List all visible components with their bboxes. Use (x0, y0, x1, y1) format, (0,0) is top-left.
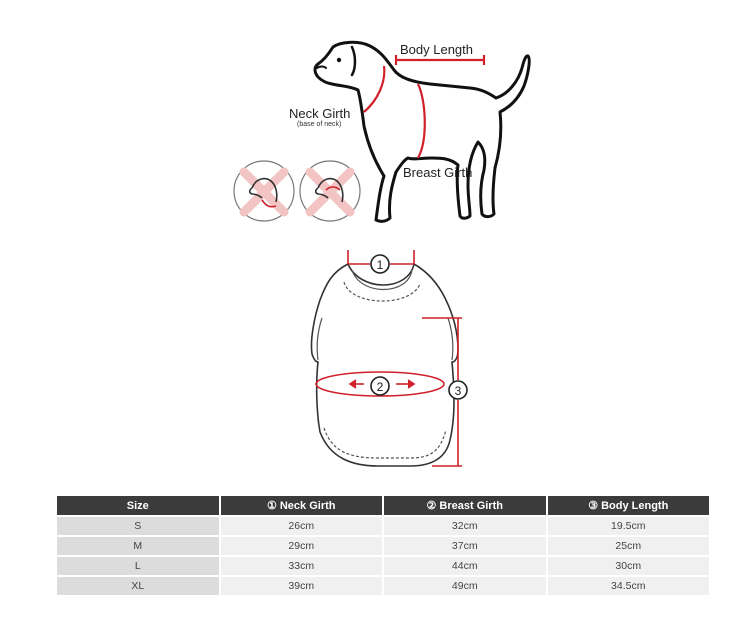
garment-measure-lines (316, 250, 462, 466)
svg-text:1: 1 (376, 258, 384, 272)
header-breast-girth-label: Breast Girth (439, 500, 503, 512)
neck-girth-line (364, 66, 384, 112)
table-header-row (57, 496, 709, 515)
neck-girth-note: (base of neck) (297, 121, 342, 128)
breast-girth-line (418, 84, 425, 158)
size-cell: XL (57, 577, 219, 595)
size-cell: S (57, 517, 219, 535)
table-row (57, 537, 709, 555)
body-length-label: Body Length (400, 42, 474, 57)
dog-measure-lines (364, 55, 484, 158)
neck-girth-cell: 33cm (221, 557, 383, 575)
table-row (57, 517, 709, 535)
neck-girth-cell: 26cm (221, 517, 383, 535)
body-length-cell: 30cm (548, 557, 710, 575)
table-row (57, 557, 709, 575)
size-cell: L (57, 557, 219, 575)
header-number-1: ① (266, 500, 277, 512)
header-breast-girth (384, 496, 546, 515)
neck-girth-label: Neck Girth (289, 106, 351, 121)
incorrect-measure-icon-1 (234, 161, 294, 221)
header-neck-girth-label: Neck Girth (279, 500, 336, 512)
marker-1 (371, 255, 389, 273)
svg-text:3: 3 (454, 384, 462, 398)
body-length-cell: 34.5cm (548, 577, 710, 595)
header-body-length-label: Body Length (601, 500, 669, 512)
body-length-cell: 25cm (548, 537, 710, 555)
body-length-cell: 19.5cm (548, 517, 710, 535)
breast-girth-cell: 37cm (384, 537, 546, 555)
breast-girth-cell: 49cm (384, 577, 546, 595)
size-chart-table (55, 494, 711, 597)
marker-2 (371, 377, 389, 395)
incorrect-measure-icon-2 (300, 161, 360, 221)
size-cell: M (57, 537, 219, 555)
header-number-3: ③ (588, 500, 599, 512)
breast-girth-cell: 44cm (384, 557, 546, 575)
header-neck-girth (221, 496, 383, 515)
breast-girth-label: Breast Girth (403, 165, 473, 180)
header-number-2: ② (426, 500, 437, 512)
header-size-label: Size (126, 499, 149, 512)
neck-girth-cell: 39cm (221, 577, 383, 595)
header-body-length (548, 496, 710, 515)
breast-girth-cell: 32cm (384, 517, 546, 535)
garment-outline (311, 264, 458, 466)
header-size (57, 496, 219, 515)
svg-text:2: 2 (376, 380, 384, 394)
neck-girth-cell: 29cm (221, 537, 383, 555)
table-row (57, 577, 709, 595)
marker-3 (449, 381, 467, 399)
